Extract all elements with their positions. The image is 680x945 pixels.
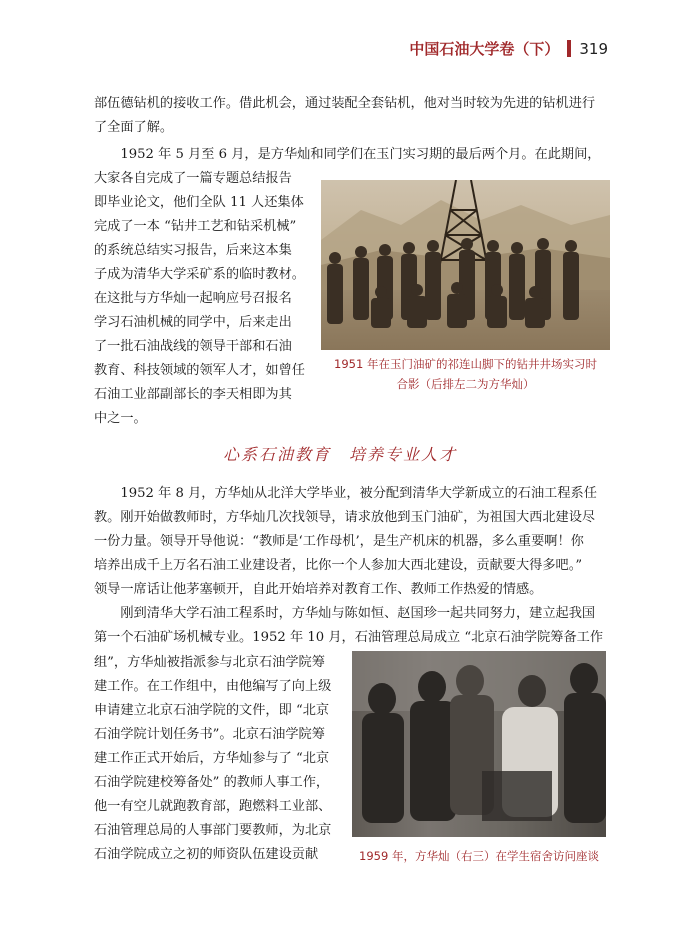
body-line: 他一有空儿就跑教育部，跑燃料工业部、 xyxy=(94,799,332,814)
photo-drilling-site-illustration xyxy=(321,180,610,350)
body-line: 申请建立北京石油学院的文件，即 “北京 xyxy=(94,703,330,718)
body-line: 第一个石油矿场机械专业。1952 年 10 月，石油管理总局成立 “北京石油学院筹备工作 xyxy=(94,630,604,645)
body-line: 部伍德钻机的接收工作。借此机会，通过装配全套钻机，他对当时较为先进的钻机进行 xyxy=(94,96,596,111)
body-line: 教育、科技领域的领军人才，如曾任 xyxy=(94,363,305,378)
body-line: 石油管理总局的人事部门要教师，为北京 xyxy=(94,823,332,838)
photo-dorm-discussion xyxy=(352,651,606,837)
running-header xyxy=(409,38,608,59)
body-line: 石油学院计划任务书”。北京石油学院筹 xyxy=(94,727,325,742)
body-line: 了全面了解。 xyxy=(94,120,174,135)
photo-dorm-illustration xyxy=(352,651,606,837)
body-line: 在这批与方华灿一起响应号召报名 xyxy=(94,291,292,306)
body-line: 建工作正式开始后，方华灿参与了 “北京 xyxy=(94,751,330,766)
body-line: 完成了一本 “钻井工艺和钻采机械” xyxy=(94,219,297,234)
book-title: 中国石油大学卷（下） xyxy=(409,40,560,58)
body-line: 石油学院建校筹备处” 的教师人事工作， xyxy=(94,775,330,790)
page-number: 319 xyxy=(579,39,608,58)
body-line: 石油学院成立之初的师资队伍建设贡献 xyxy=(94,847,319,862)
body-line: 即毕业论文，他们全队 11 人还集体 xyxy=(94,195,304,210)
body-line: 的系统总结实习报告，后来这本集 xyxy=(94,243,292,258)
header-divider xyxy=(567,40,571,57)
body-line: 刚到清华大学石油工程系时，方华灿与陈如恒、赵国珍一起共同努力，建立起我国 xyxy=(94,606,596,621)
body-line: 1952 年 5 月至 6 月，是方华灿和同学们在玉门实习期的最后两个月。在此期间， xyxy=(94,147,601,162)
section-heading: 心系石油教育 培养专业人才 xyxy=(222,445,457,464)
body-line: 领导一席话让他茅塞顿开，自此开始培养对教育工作、教师工作热爱的情感。 xyxy=(94,582,543,597)
body-line: 石油工业部副部长的李天相即为其 xyxy=(94,387,292,402)
photo2-caption: 1959 年，方华灿（右三）在学生宿舍访问座谈 xyxy=(359,849,599,863)
body-line: 组”，方华灿被指派参与北京石油学院筹 xyxy=(94,655,325,670)
body-line: 建工作。在工作组中，由他编写了向上级 xyxy=(94,679,332,694)
photo1-caption xyxy=(321,354,610,394)
body-line: 1952 年 8 月，方华灿从北洋大学毕业，被分配到清华大学新成立的石油工程系任 xyxy=(94,486,597,501)
body-line: 大家各自完成了一篇专题总结报告 xyxy=(94,171,292,186)
photo-drilling-site-group xyxy=(321,180,610,350)
body-line: 子成为清华大学采矿系的临时教材。 xyxy=(94,267,305,282)
photo1-caption-line2: 合影（后排左二为方华灿） xyxy=(396,377,535,391)
body-line: 一份力量。领导开导他说：“教师是‘工作母机’，是生产机床的机器，多么重要啊！你 xyxy=(94,534,584,549)
body-line: 中之一。 xyxy=(94,411,147,426)
body-line: 学习石油机械的同学中，后来走出 xyxy=(94,315,292,330)
body-line: 教。刚开始做教师时，方华灿几次找领导，请求放他到玉门油矿，为祖国大西北建设尽 xyxy=(94,510,596,525)
body-line: 了一批石油战线的领导干部和石油 xyxy=(94,339,292,354)
body-line: 培养出成千上万名石油工业建设者，比你一个人参加大西北建设，贡献要大得多吧。” xyxy=(94,558,583,573)
photo1-caption-line1: 1951 年在玉门油矿的祁连山脚下的钻井井场实习时 xyxy=(334,357,597,371)
